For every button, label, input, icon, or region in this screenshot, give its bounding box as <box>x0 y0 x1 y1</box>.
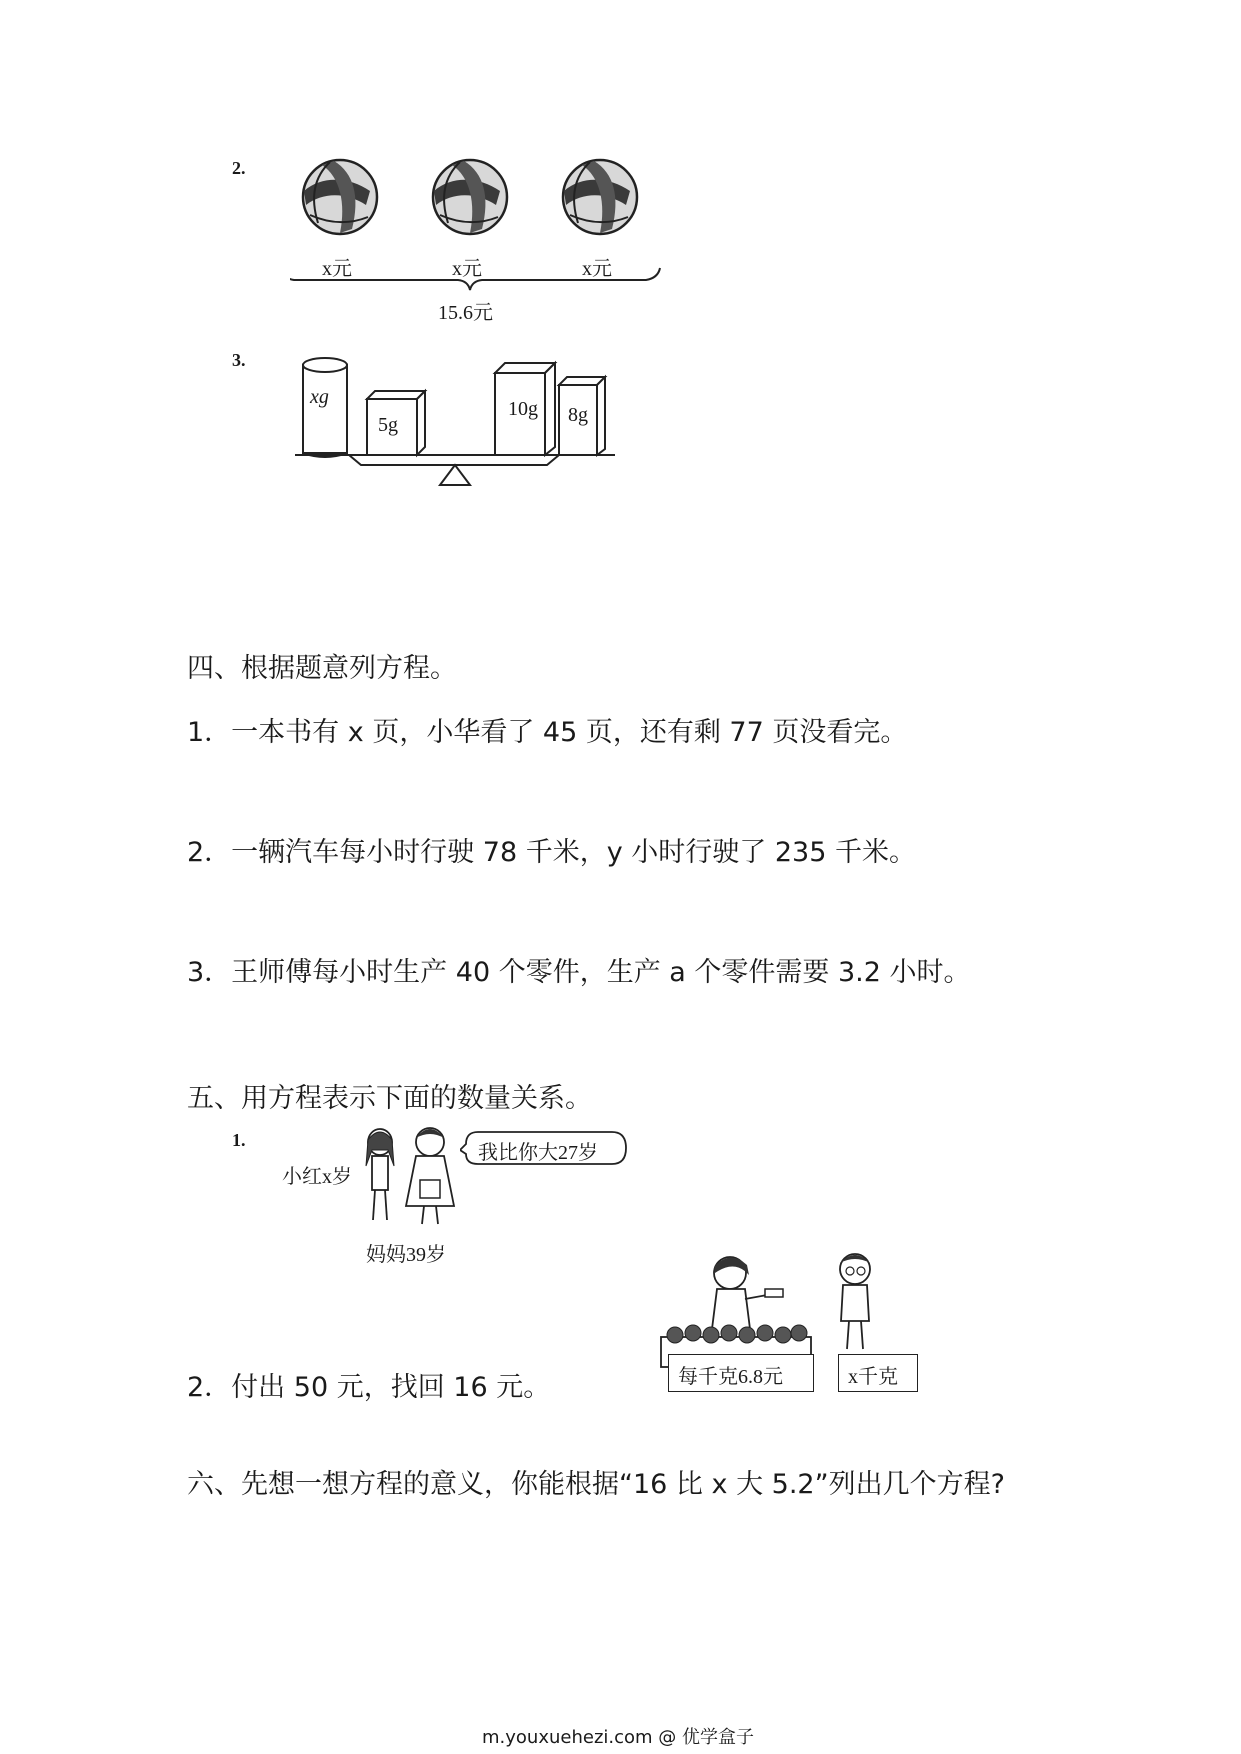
girl-age-label: 小红x岁 <box>282 1166 352 1188</box>
ball-price-label: x元 <box>452 258 482 280</box>
mother-figure <box>406 1128 454 1224</box>
vendor-figure <box>711 1257 783 1337</box>
ball-price-label: x元 <box>582 258 612 280</box>
customer-figure <box>840 1254 870 1349</box>
quantity-sign-text: x千克 <box>848 1366 898 1388</box>
volleyball-icon <box>433 160 507 234</box>
figure-1-number: 1. <box>232 1130 246 1150</box>
volleyball-icon <box>303 160 377 234</box>
price-sign-text: 每千克6.8元 <box>678 1366 783 1388</box>
scale-fulcrum <box>440 465 470 485</box>
speech-text: 我比你大27岁 <box>478 1142 598 1164</box>
section-5-item-2: 2．付出 50 元，找回 16 元。 <box>187 1372 551 1403</box>
girl-figure <box>366 1129 394 1220</box>
volleyball-icon <box>563 160 637 234</box>
section-4-heading: 四、根据题意列方程。 <box>187 653 457 684</box>
figure-2-number: 2. <box>232 158 246 178</box>
section-4-item: 3．王师傅每小时生产 40 个零件，生产 a 个零件需要 3.2 小时。 <box>187 957 971 988</box>
mother-age-label: 妈妈39岁 <box>366 1244 446 1266</box>
total-price-label: 15.6元 <box>438 302 493 324</box>
footer-watermark: m.youxuehezi.com @ 优学盒子 <box>482 1727 755 1748</box>
weight-label: 5g <box>378 414 398 436</box>
weight-label: xg <box>310 386 329 408</box>
weight-label: 8g <box>568 404 588 426</box>
section-6-heading: 六、先想一想方程的意义，你能根据“16 比 x 大 5.2”列出几个方程? <box>187 1469 1005 1500</box>
girl-and-mother-illustration <box>360 1120 470 1240</box>
figure-3-number: 3. <box>232 350 246 370</box>
ball-price-label: x元 <box>322 258 352 280</box>
section-4-item: 1．一本书有 x 页，小华看了 45 页，还有剩 77 页没看完。 <box>187 717 908 748</box>
section-5-heading: 五、用方程表示下面的数量关系。 <box>187 1083 592 1114</box>
balance-scale-figure <box>295 355 625 500</box>
section-4-item: 2．一辆汽车每小时行驶 78 千米，y 小时行驶了 235 千米。 <box>187 837 916 868</box>
weight-label: 10g <box>508 398 538 420</box>
